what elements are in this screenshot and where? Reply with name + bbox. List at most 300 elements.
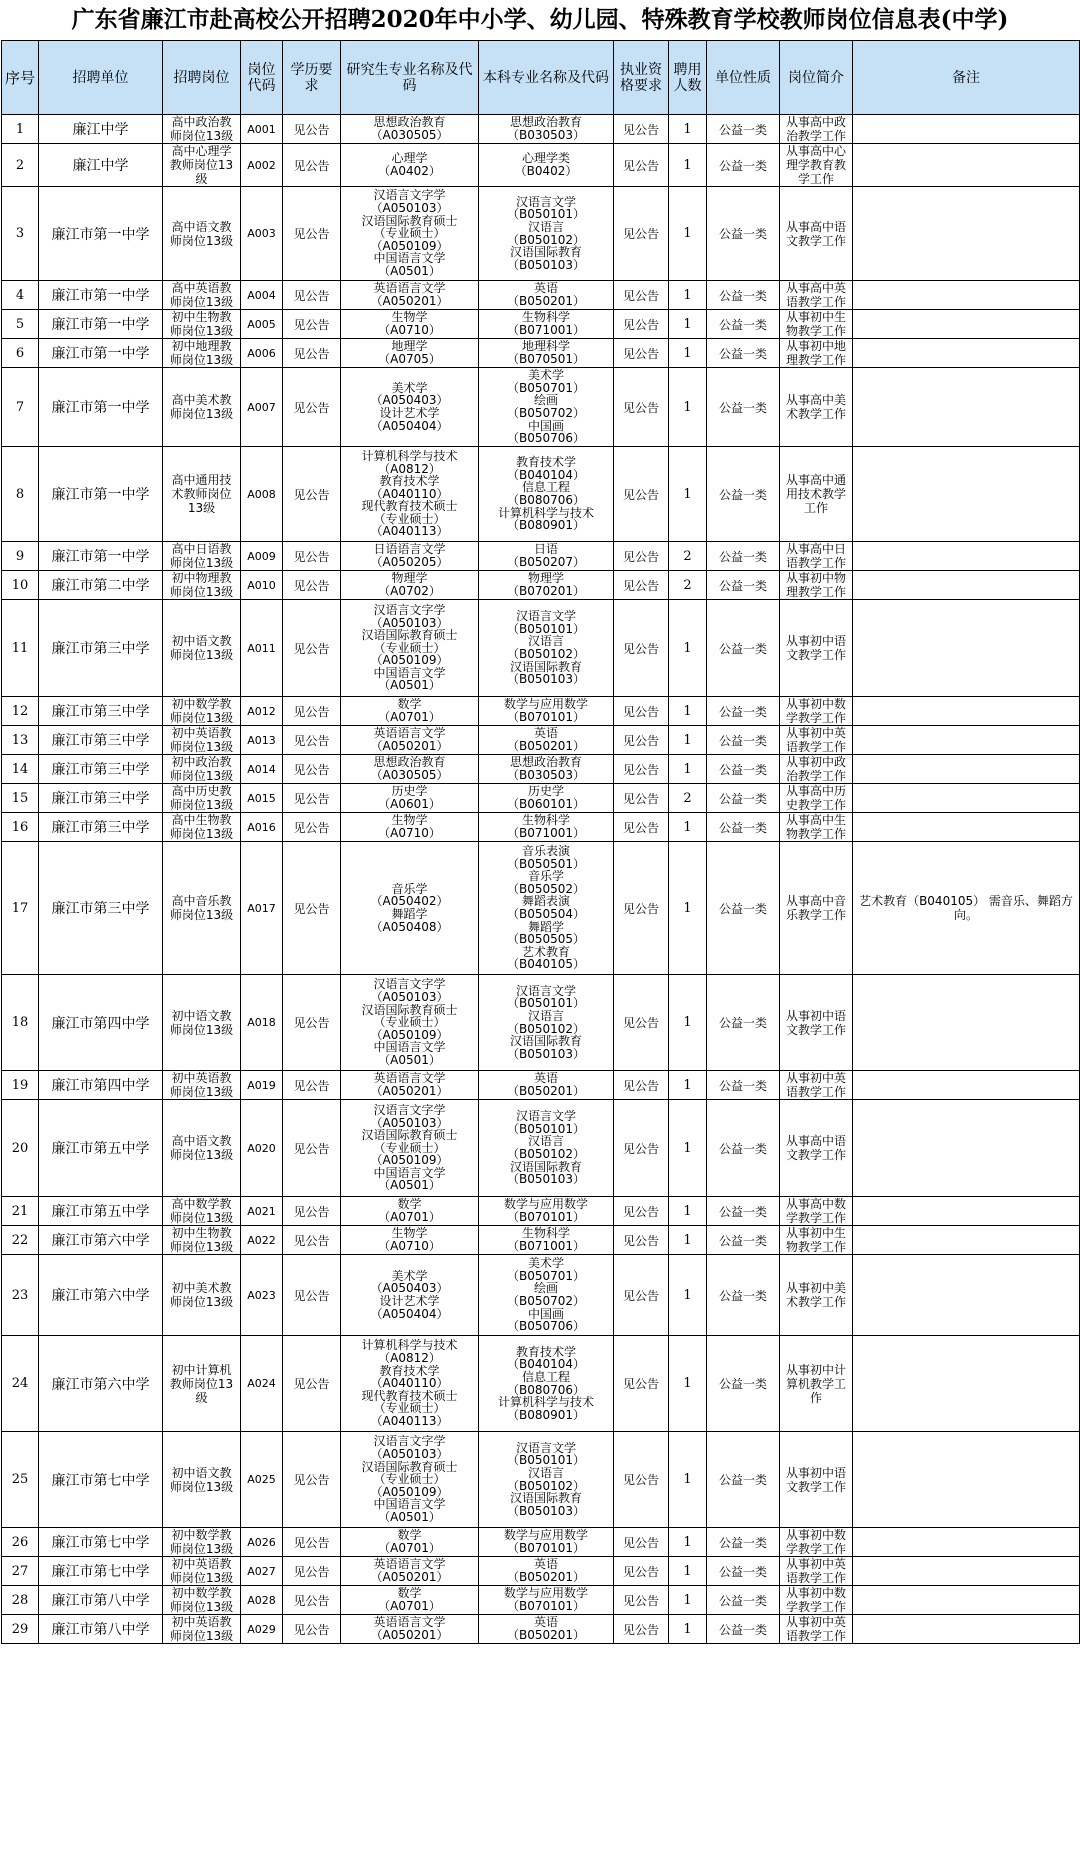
grad-major-cell-line: （A050403） (370, 1281, 449, 1296)
ugrad-major-cell-line: 美术学 (527, 368, 564, 383)
edu-cell: 见公告 (283, 697, 341, 726)
qualification-cell: 见公告 (614, 571, 669, 600)
post-cell (163, 281, 241, 310)
ugrad-major-cell-line: 艺术教育 (521, 944, 570, 959)
edu-cell: 见公告 (283, 1432, 341, 1528)
post-cell (163, 1557, 241, 1586)
unit-cell: 廉江市第三中学 (39, 726, 163, 755)
ugrad-major-cell-line: 地理科学 (521, 339, 570, 354)
ugrad-major-cell-line: 计算机科学与技术 (497, 1395, 594, 1410)
unit-nature-cell: 公益一类 (707, 447, 780, 542)
grad-major-cell-line: （A0501） (378, 678, 441, 693)
qualification-cell: 见公告 (614, 310, 669, 339)
headcount-cell: 1 (669, 281, 707, 310)
ugrad-major-cell-line: 音乐表演 (521, 844, 570, 859)
table-row (2, 144, 1080, 187)
grad-major-cell-line: （专业硕士） (373, 1015, 446, 1030)
post-cell-line: 师岗位13级 (169, 1571, 234, 1585)
grad-major-cell-line: （A030505） (370, 768, 449, 782)
grad-major-cell-line: 舞蹈学 (391, 907, 428, 921)
headcount-cell: 1 (669, 339, 707, 368)
code-cell: A024 (241, 1336, 283, 1432)
qualification-cell: 见公告 (614, 726, 669, 755)
ugrad-major-cell-line: 思想政治教育 (509, 115, 582, 130)
remarks-cell (853, 144, 1080, 187)
code-cell: A008 (241, 447, 283, 542)
seq-cell: 15 (2, 784, 39, 813)
grad-major-cell-line: 汉语言文字学 (373, 977, 446, 992)
headcount-cell: 1 (669, 1615, 707, 1644)
post-intro-cell-line: 从事高中数 (785, 1197, 846, 1211)
unit-cell: 廉江市第八中学 (39, 1615, 163, 1644)
edu-cell: 见公告 (283, 310, 341, 339)
grad-major-cell-line: 思想政治教育 (373, 115, 446, 130)
ugrad-major-cell-line: （B070201） (506, 584, 586, 598)
unit-nature-cell: 公益一类 (707, 571, 780, 600)
post-cell (163, 1100, 241, 1197)
ugrad-major-cell (479, 697, 614, 726)
qualification-cell: 见公告 (614, 975, 669, 1071)
ugrad-major-cell-line: （B050504） (506, 907, 586, 921)
grad-major-cell (341, 1100, 479, 1197)
ugrad-major-cell-line: 生物科学 (521, 310, 570, 325)
grad-major-cell (341, 784, 479, 813)
qualification-cell: 见公告 (614, 1615, 669, 1644)
post-intro-cell-line: 从事初中生 (785, 1226, 846, 1240)
grad-major-cell-line: 汉语言文字学 (373, 602, 446, 617)
remarks-cell (853, 542, 1080, 571)
code-cell: A023 (241, 1255, 283, 1336)
grad-major-cell-line: （A030505） (370, 128, 449, 142)
grad-major-cell-line: （A0501） (378, 1509, 441, 1524)
post-cell (163, 187, 241, 281)
post-cell-line: 师岗位13级 (169, 295, 234, 309)
table-row (2, 310, 1080, 339)
post-cell-line: 初中语文教 (171, 634, 232, 648)
grad-major-cell (341, 1586, 479, 1615)
table-row (2, 1071, 1080, 1100)
ugrad-major-cell (479, 447, 614, 542)
post-intro-cell-line: 从事高中音 (785, 894, 846, 908)
ugrad-major-cell-line: （B030503） (506, 768, 586, 782)
post-cell-line: 师岗位13级 (169, 1479, 234, 1494)
code-cell: A002 (241, 144, 283, 187)
post-cell (163, 697, 241, 726)
grad-major-cell-line: （A050201） (370, 739, 449, 753)
post-cell (163, 1615, 241, 1644)
grad-major-cell-line: （A0501） (378, 1178, 441, 1193)
post-cell-line: 师岗位13级 (169, 407, 234, 421)
post-cell (163, 542, 241, 571)
headcount-cell: 1 (669, 1255, 707, 1336)
post-cell (163, 115, 241, 144)
code-cell: A018 (241, 975, 283, 1071)
headcount-cell: 1 (669, 813, 707, 842)
edu-cell: 见公告 (283, 1615, 341, 1644)
table-row (2, 1557, 1080, 1586)
remarks-cell (853, 339, 1080, 368)
post-intro-cell-line: 工作 (803, 501, 828, 515)
edu-cell: 见公告 (283, 1197, 341, 1226)
post-cell-line: 初中政治教 (171, 755, 232, 769)
qualification-cell: 见公告 (614, 542, 669, 571)
edu-cell: 见公告 (283, 542, 341, 571)
post-intro-cell-line: 从事初中美 (785, 1281, 846, 1295)
grad-major-cell-line: 教育技术学 (379, 1363, 440, 1378)
qualification-cell: 见公告 (614, 813, 669, 842)
grad-major-cell-line: 教育技术学 (379, 474, 440, 489)
post-cell (163, 600, 241, 697)
grad-major-cell-line: （A050201） (370, 1628, 449, 1642)
ugrad-major-cell-line: （B050702） (506, 406, 586, 420)
unit-nature-cell: 公益一类 (707, 542, 780, 571)
unit-nature-cell: 公益一类 (707, 281, 780, 310)
table-row (2, 447, 1080, 542)
post-intro-cell-line: 从事初中语 (785, 634, 846, 648)
table-row (2, 784, 1080, 813)
headcount-cell: 2 (669, 784, 707, 813)
post-cell-line: 高中语文教 (171, 1134, 232, 1148)
column-header-qualification: 执业资格要求 (614, 41, 669, 115)
unit-cell: 廉江市第一中学 (39, 447, 163, 542)
unit-nature-cell: 公益一类 (707, 187, 780, 281)
post-intro-cell-line: 物教学工作 (785, 827, 846, 841)
ugrad-major-cell (479, 187, 614, 281)
code-cell: A007 (241, 368, 283, 447)
remarks-cell (853, 447, 1080, 542)
qualification-cell: 见公告 (614, 1197, 669, 1226)
ugrad-major-cell-line: （B050102） (506, 1021, 586, 1036)
post-cell-line: 师岗位13级 (169, 827, 234, 841)
post-cell-line: 13级 (187, 501, 216, 515)
seq-cell: 19 (2, 1071, 39, 1100)
post-intro-cell-line: 算机教学工 (785, 1376, 846, 1391)
ugrad-major-cell (479, 310, 614, 339)
headcount-cell: 1 (669, 1100, 707, 1197)
grad-major-cell (341, 1615, 479, 1644)
qualification-cell: 见公告 (614, 755, 669, 784)
table-row (2, 1336, 1080, 1432)
grad-major-cell (341, 1071, 479, 1100)
remarks-cell-line: 向。 (953, 908, 978, 922)
post-cell-line: 教师岗位13 (169, 1376, 234, 1391)
seq-cell: 16 (2, 813, 39, 842)
post-cell (163, 571, 241, 600)
ugrad-major-cell-line: （B050501） (506, 856, 586, 871)
unit-nature-cell: 公益一类 (707, 1557, 780, 1586)
grad-major-cell-line: 数学 (397, 697, 422, 712)
grad-major-cell-line: （A040110） (370, 1376, 449, 1391)
grad-major-cell-line: 汉语国际教育硕士 (361, 628, 458, 643)
post-cell-line: 初中生物教 (171, 1226, 232, 1240)
post-cell (163, 813, 241, 842)
grad-major-cell-line: 生物学 (391, 310, 428, 325)
remarks-cell (853, 975, 1080, 1071)
job-info-table (1, 40, 1080, 1644)
grad-major-cell-line: 中国语言文学 (373, 1165, 446, 1180)
ugrad-major-cell-line: （B050201） (506, 739, 586, 753)
ugrad-major-cell-line: 生物科学 (521, 1226, 570, 1241)
ugrad-major-cell-line: （B050101） (506, 621, 586, 636)
code-cell: A004 (241, 281, 283, 310)
headcount-cell: 1 (669, 1336, 707, 1432)
ugrad-major-cell-line: （B030503） (506, 128, 586, 142)
unit-nature-cell: 公益一类 (707, 1100, 780, 1197)
ugrad-major-cell-line: 数学与应用数学 (503, 697, 588, 712)
table-row (2, 697, 1080, 726)
unit-cell: 廉江市第四中学 (39, 1071, 163, 1100)
grad-major-cell-line: 数学 (397, 1197, 422, 1212)
unit-nature-cell: 公益一类 (707, 813, 780, 842)
edu-cell: 见公告 (283, 281, 341, 310)
seq-cell: 9 (2, 542, 39, 571)
code-cell: A021 (241, 1197, 283, 1226)
unit-cell: 廉江市第七中学 (39, 1528, 163, 1557)
post-intro-cell-line: 从事高中语 (785, 219, 846, 234)
grad-major-cell (341, 144, 479, 187)
grad-major-cell-line: （A040110） (370, 486, 449, 501)
post-cell-line: 高中美术教 (171, 393, 232, 407)
code-cell: A011 (241, 600, 283, 697)
ugrad-major-cell-line: （B050102） (506, 1478, 586, 1493)
code-cell: A005 (241, 310, 283, 339)
ugrad-major-cell-line: （B0402） (514, 164, 578, 178)
post-intro-cell-line: 术教学工作 (785, 1295, 846, 1309)
grad-major-cell-line: （A0710） (378, 826, 441, 840)
edu-cell: 见公告 (283, 1586, 341, 1615)
grad-major-cell-line: 中国语言文学 (373, 1497, 446, 1512)
seq-cell: 3 (2, 187, 39, 281)
ugrad-major-cell-line: （B050101） (506, 207, 586, 222)
edu-cell: 见公告 (283, 1071, 341, 1100)
grad-major-cell-line: （A050201） (370, 294, 449, 308)
edu-cell: 见公告 (283, 784, 341, 813)
ugrad-major-cell-line: （B050102） (506, 1147, 586, 1161)
unit-nature-cell: 公益一类 (707, 310, 780, 339)
post-cell-line: 师岗位13级 (169, 769, 234, 783)
post-intro-cell (780, 842, 853, 975)
ugrad-major-cell-line: 教育技术学 (515, 1344, 576, 1359)
seq-cell: 14 (2, 755, 39, 784)
grad-major-cell-line: （A0705） (378, 352, 441, 366)
unit-cell: 廉江市第二中学 (39, 571, 163, 600)
post-intro-cell (780, 1100, 853, 1197)
table-row (2, 975, 1080, 1071)
grad-major-cell-line: （A050103） (370, 1115, 449, 1130)
remarks-cell (853, 1528, 1080, 1557)
unit-cell: 廉江市第三中学 (39, 842, 163, 975)
post-intro-cell (780, 115, 853, 144)
grad-major-cell (341, 697, 479, 726)
post-cell (163, 1432, 241, 1528)
grad-major-cell-line: （专业硕士） (373, 226, 446, 241)
post-intro-cell-line: 从事初中物 (785, 571, 846, 585)
grad-major-cell-line: （A050109） (370, 1153, 449, 1168)
code-cell: A016 (241, 813, 283, 842)
column-header-ugrad-major: 本科专业名称及代码 (479, 41, 614, 115)
grad-major-cell-line: （A050103） (370, 201, 449, 216)
grad-major-cell-line: 汉语国际教育硕士 (361, 213, 458, 228)
post-cell (163, 1336, 241, 1432)
post-cell-line: 高中通用技 (171, 473, 232, 487)
table-row (2, 1226, 1080, 1255)
ugrad-major-cell-line: （B040105） (506, 957, 586, 972)
unit-nature-cell: 公益一类 (707, 784, 780, 813)
ugrad-major-cell-line: 汉语言文学 (515, 1109, 576, 1124)
post-intro-cell-line: 物教学工作 (785, 324, 846, 338)
ugrad-major-cell (479, 281, 614, 310)
unit-nature-cell: 公益一类 (707, 1255, 780, 1336)
unit-nature-cell: 公益一类 (707, 1197, 780, 1226)
ugrad-major-cell-line: （B080706） (506, 1382, 586, 1397)
ugrad-major-cell-line: 美术学 (527, 1256, 564, 1271)
post-intro-cell-line: 从事高中心 (785, 144, 846, 158)
unit-cell: 廉江市第三中学 (39, 697, 163, 726)
ugrad-major-cell-line: 汉语言 (527, 634, 564, 649)
headcount-cell: 1 (669, 187, 707, 281)
post-intro-cell (780, 1336, 853, 1432)
unit-cell: 廉江市第六中学 (39, 1255, 163, 1336)
remarks-cell (853, 368, 1080, 447)
ugrad-major-cell-line: （B080901） (506, 518, 586, 533)
grad-major-cell (341, 1528, 479, 1557)
post-cell (163, 1226, 241, 1255)
ugrad-major-cell-line: （B050103） (506, 1046, 586, 1061)
ugrad-major-cell-line: （B070101） (506, 1210, 586, 1224)
ugrad-major-cell-line: 汉语言 (527, 219, 564, 234)
unit-cell: 廉江中学 (39, 144, 163, 187)
post-cell (163, 1528, 241, 1557)
grad-major-cell-line: 英语语言文学 (373, 726, 446, 741)
ugrad-major-cell-line: （B080706） (506, 493, 586, 507)
seq-cell: 7 (2, 368, 39, 447)
post-intro-cell-line: 文教学工作 (785, 1022, 846, 1037)
unit-nature-cell: 公益一类 (707, 1528, 780, 1557)
ugrad-major-cell-line: 音乐学 (527, 869, 564, 884)
post-cell-line: 初中英语教 (171, 1615, 232, 1629)
seq-cell: 24 (2, 1336, 39, 1432)
post-cell-line: 师岗位13级 (169, 233, 234, 248)
grad-major-cell-line: （A0710） (378, 1239, 441, 1253)
ugrad-major-cell-line: 数学与应用数学 (503, 1586, 588, 1601)
ugrad-major-cell (479, 726, 614, 755)
post-intro-cell-line: 物教学工作 (785, 1240, 846, 1254)
grad-major-cell (341, 1255, 479, 1336)
post-cell (163, 1071, 241, 1100)
post-intro-cell (780, 1557, 853, 1586)
table-row (2, 1197, 1080, 1226)
grad-major-cell-line: （A050404） (370, 1306, 449, 1321)
post-intro-cell (780, 187, 853, 281)
post-intro-cell-line: 用技术教学 (785, 487, 846, 501)
ugrad-major-cell-line: 教育技术学 (515, 455, 576, 470)
post-intro-cell (780, 1071, 853, 1100)
ugrad-major-cell (479, 1615, 614, 1644)
edu-cell: 见公告 (283, 339, 341, 368)
grad-major-cell-line: （专业硕士） (373, 640, 446, 655)
edu-cell: 见公告 (283, 1528, 341, 1557)
post-cell-line: 高中心理学 (171, 144, 232, 158)
seq-cell: 4 (2, 281, 39, 310)
grad-major-cell-line: （A050201） (370, 1570, 449, 1584)
grad-major-cell-line: （A050103） (370, 990, 449, 1005)
post-cell-line: 师岗位13级 (169, 1148, 234, 1162)
code-cell: A010 (241, 571, 283, 600)
post-cell-line: 师岗位13级 (169, 1295, 234, 1309)
ugrad-major-cell (479, 1100, 614, 1197)
ugrad-major-cell-line: 英语 (533, 726, 558, 741)
post-intro-cell-line: 乐教学工作 (785, 908, 846, 922)
post-cell (163, 842, 241, 975)
column-header-code: 岗位代码 (241, 41, 283, 115)
qualification-cell: 见公告 (614, 1071, 669, 1100)
grad-major-cell (341, 975, 479, 1071)
column-header-grad-major: 研究生专业名称及代码 (341, 41, 479, 115)
grad-major-cell-line: （专业硕士） (373, 1472, 446, 1487)
ugrad-major-cell-line: （B070101） (506, 710, 586, 724)
headcount-cell: 1 (669, 755, 707, 784)
post-cell-line: 高中数学教 (171, 1197, 232, 1211)
ugrad-major-cell-line: （B050103） (506, 672, 586, 687)
unit-nature-cell: 公益一类 (707, 842, 780, 975)
unit-nature-cell: 公益一类 (707, 697, 780, 726)
grad-major-cell-line: 设计艺术学 (379, 1294, 440, 1308)
post-cell-line: 初中英语教 (171, 1557, 232, 1571)
ugrad-major-cell-line: （B071001） (506, 1239, 586, 1253)
edu-cell: 见公告 (283, 726, 341, 755)
grad-major-cell-line: 汉语国际教育硕士 (361, 1128, 458, 1143)
post-cell-line: 初中数学教 (171, 697, 232, 711)
grad-major-cell-line: （A0501） (378, 1052, 441, 1067)
post-cell (163, 784, 241, 813)
ugrad-major-cell-line: 汉语国际教育 (509, 1159, 582, 1174)
code-cell: A009 (241, 542, 283, 571)
grad-major-cell-line: （专业硕士） (373, 1401, 446, 1416)
qualification-cell: 见公告 (614, 842, 669, 975)
ugrad-major-cell-line: （B071001） (506, 323, 586, 337)
headcount-cell: 1 (669, 310, 707, 339)
edu-cell: 见公告 (283, 813, 341, 842)
post-cell-line: 级 (195, 1390, 208, 1405)
headcount-cell: 1 (669, 115, 707, 144)
post-intro-cell-line: 治教学工作 (785, 769, 846, 783)
column-header-unit: 招聘单位 (39, 41, 163, 115)
column-header-post-intro: 岗位简介 (780, 41, 853, 115)
table-row (2, 1615, 1080, 1644)
qualification-cell: 见公告 (614, 115, 669, 144)
ugrad-major-cell-line: （B050502） (506, 881, 586, 896)
ugrad-major-cell-line: （B050101） (506, 1453, 586, 1468)
post-cell-line: 师岗位13级 (169, 1629, 234, 1643)
table-row (2, 281, 1080, 310)
post-cell-line: 初中数学教 (171, 1586, 232, 1600)
post-intro-cell-line: 从事高中历 (785, 784, 846, 798)
ugrad-major-cell-line: 绘画 (533, 393, 558, 408)
post-intro-cell (780, 726, 853, 755)
grad-major-cell-line: （A050103） (370, 615, 449, 630)
remarks-cell (853, 1071, 1080, 1100)
post-intro-cell (780, 1586, 853, 1615)
table-row (2, 842, 1080, 975)
grad-major-cell-line: （A050408） (370, 919, 449, 934)
grad-major-cell-line: 计算机科学与技术 (361, 448, 458, 463)
grad-major-cell-line: 设计艺术学 (379, 406, 440, 420)
post-intro-cell-line: 从事初中英 (785, 1071, 846, 1085)
headcount-cell: 1 (669, 447, 707, 542)
post-cell-line: 师岗位13级 (169, 1211, 234, 1225)
column-header-edu: 学历要求 (283, 41, 341, 115)
qualification-cell: 见公告 (614, 1336, 669, 1432)
